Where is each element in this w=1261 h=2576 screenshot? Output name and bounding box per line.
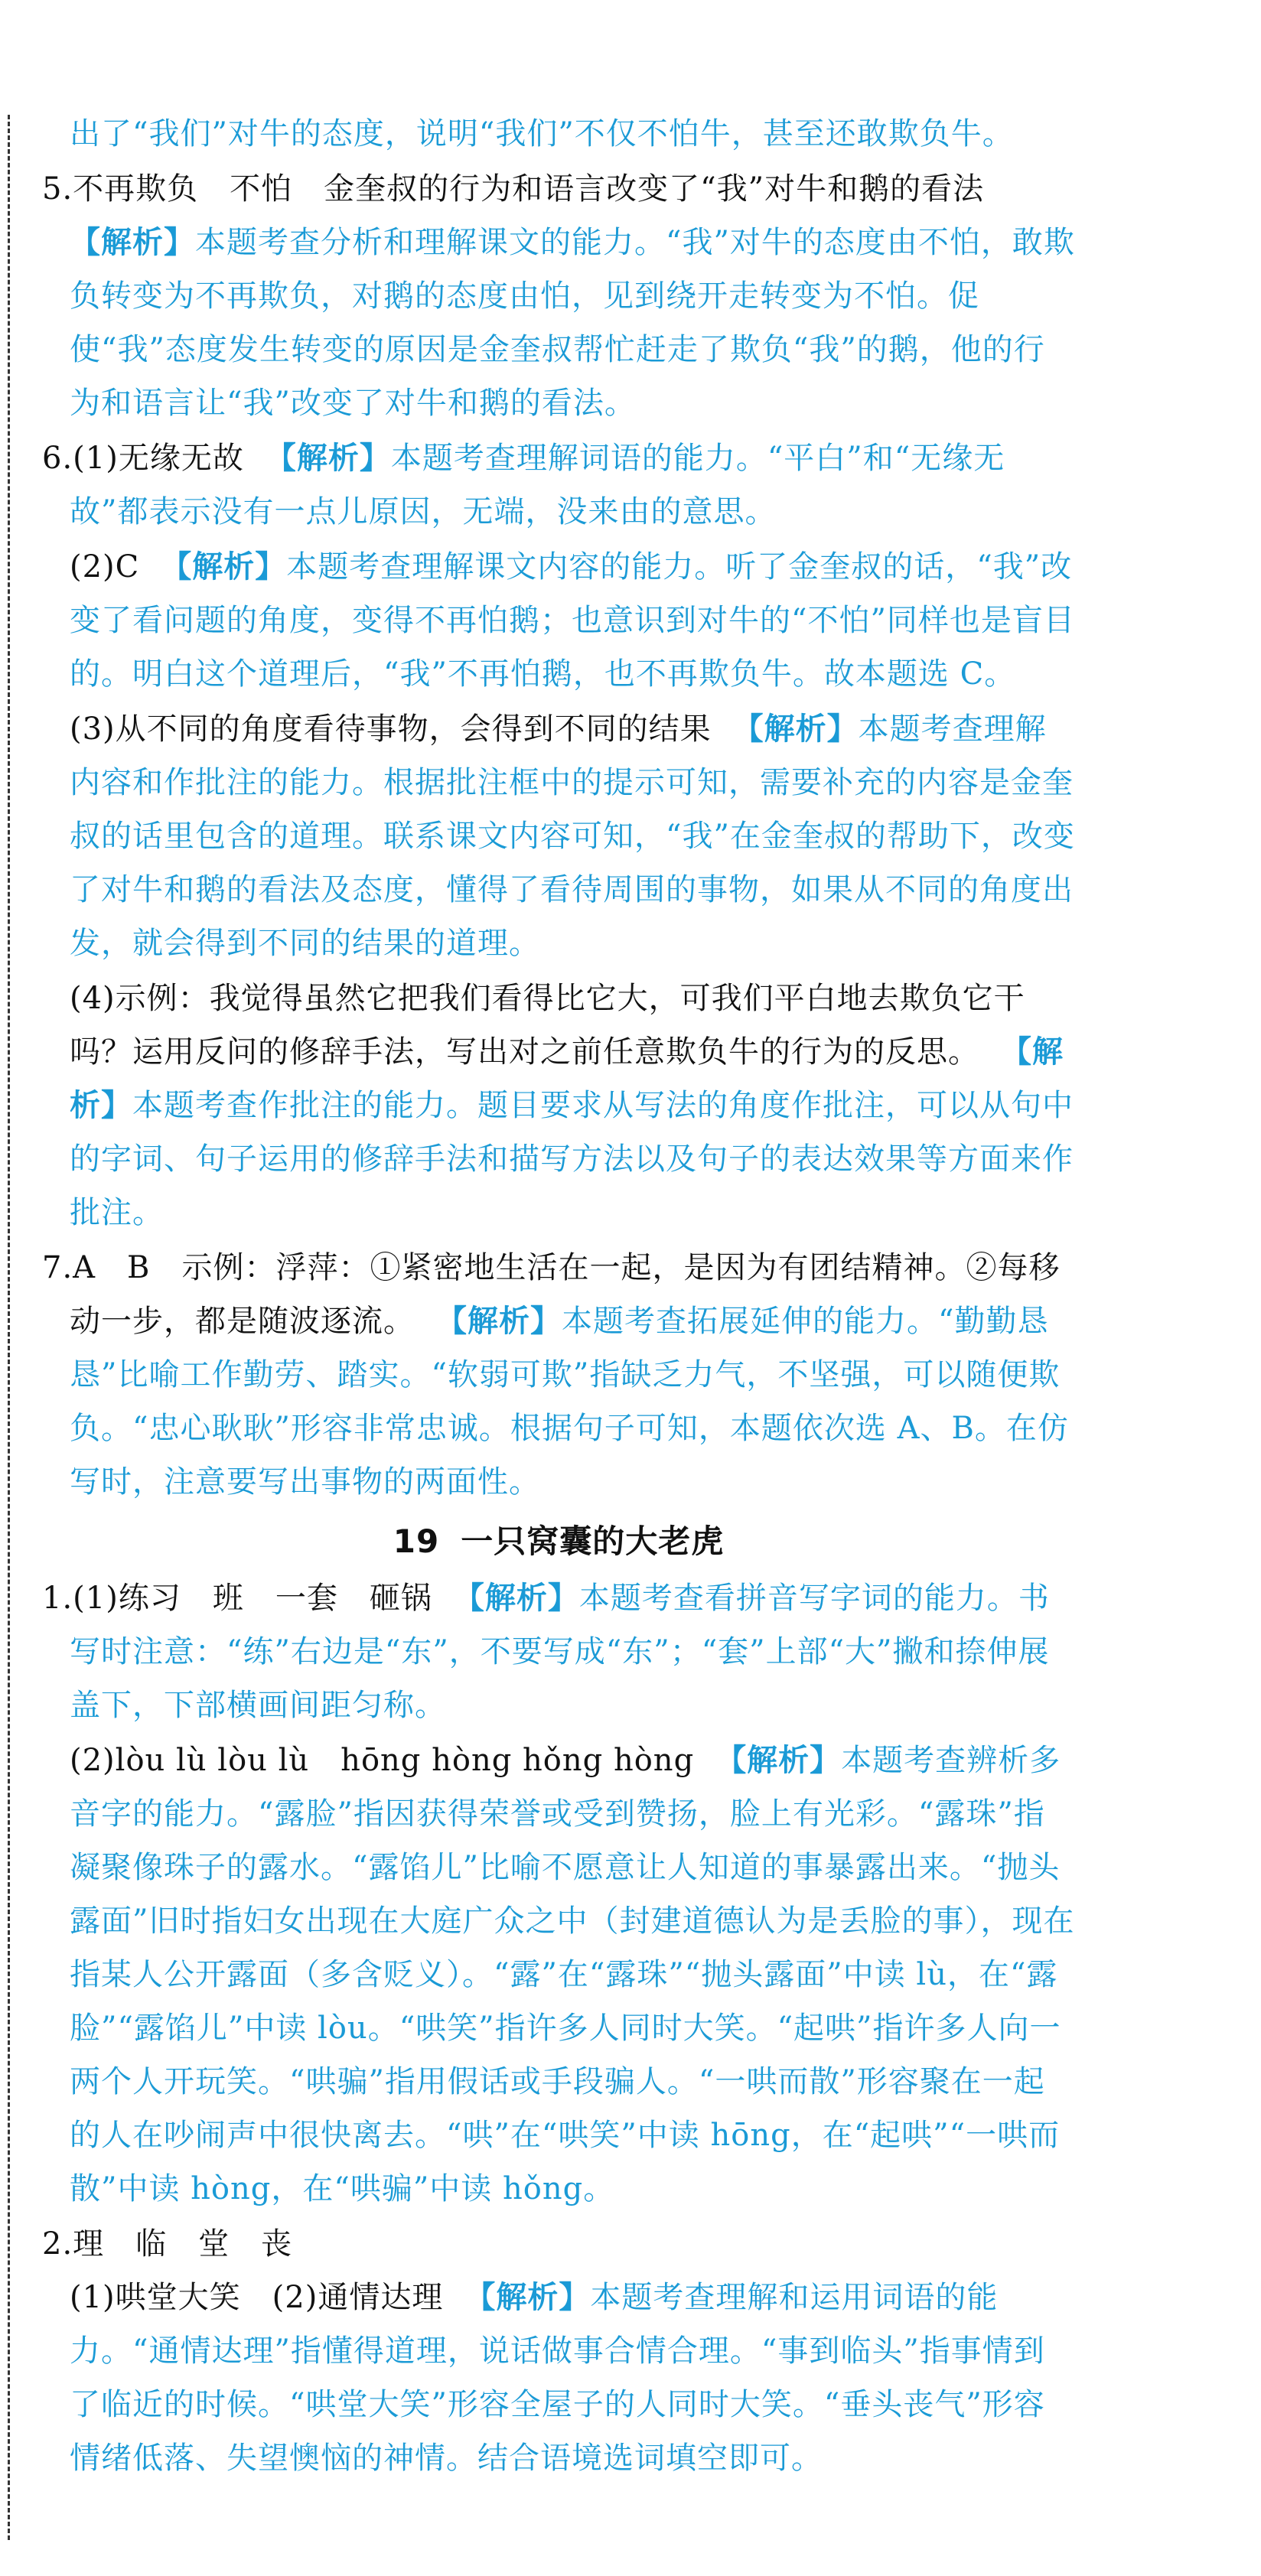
- analysis-text: 本题考查理解和运用词语的能力。“通情达理”指懂得道理，说话做事合情合理。“事到临头”指事情到了临近的时候。“哄堂大笑”形容全屋子的人同时大笑。“垂头丧气”形容情绪低落、失望懊恼的神情。结合语境选词填空即可。: [70, 2280, 1045, 2476]
- analysis-tag: 【解析】: [161, 549, 287, 585]
- answer-text: (3)从不同的角度看待事物，会得到不同的结果: [70, 712, 712, 747]
- answer-page: [42, 107, 1075, 2485]
- answer-text: (2)C: [70, 549, 140, 585]
- section-question-1-part-2: [42, 1734, 1075, 2216]
- question-number: 2.: [42, 2226, 73, 2262]
- question-number: 5.: [42, 171, 73, 207]
- paragraph-continued: 出了“我们”对牛的态度，说明“我们”不仅不怕牛，甚至还敢欺负牛。: [70, 116, 1014, 151]
- analysis-text: 本题考查理解词语的能力。“平白”和“无缘无故”都表示没有一点儿原因，无端，没来由的意思。: [70, 441, 1005, 529]
- question-6-part-4: [42, 972, 1075, 1239]
- answer-text: (2)lòu lù lòu lù hōng hòng hǒng hòng: [70, 1743, 695, 1778]
- analysis-text: 本题考查拓展延伸的能力。“勤勤恳恳”比喻工作勤劳、踏实。“软弱可欺”指缺乏力气，不坚强，可以随便欺负。“忠心耿耿”形容非常忠诚。根据句子可知，本题依次选 A、B。在仿写时，注意要写出事物的两面性。: [70, 1304, 1069, 1500]
- analysis-tag: 【解析】: [436, 1303, 562, 1339]
- answer-text: 理 临 堂 丧: [73, 2226, 293, 2262]
- cut-line: [8, 115, 10, 2540]
- analysis-text: 本题考查理解内容和作批注的能力。根据批注框中的提示可知，需要补充的内容是金奎叔的话里包含的道理。联系课文内容可知，“我”在金奎叔的帮助下，改变了对牛和鹅的看法及态度，懂得了看待周围的事物，如果从不同的角度出发，就会得到不同的结果的道理。: [70, 712, 1075, 961]
- answer-text: (1)练习 班 一套 砸锅: [73, 1581, 432, 1616]
- section-heading: [42, 1515, 1075, 1568]
- question-6-part-3: [42, 702, 1075, 970]
- analysis-tag: 【解析】: [453, 1580, 579, 1616]
- question-6: [42, 432, 1075, 539]
- analysis-tag: 【解析】: [70, 1034, 1064, 1123]
- section-question-1: [42, 1571, 1075, 1732]
- question-6-part-2: [42, 540, 1075, 701]
- analysis-text: 本题考查分析和理解课文的能力。“我”对牛的态度由不怕，敢欺负转变为不再欺负，对鹅的态度由怕，见到绕开走转变为不怕。促使“我”态度发生转变的原因是金奎叔帮忙赶走了欺负“我”的鹅，他的行为和语言让“我”改变了对牛和鹅的看法。: [70, 225, 1075, 421]
- answer-text: (1)无缘无故: [73, 441, 244, 476]
- section-title: 一只窝囊的大老虎: [461, 1522, 725, 1560]
- analysis-tag: 【解析】: [70, 224, 195, 260]
- analysis-tag: 【解析】: [715, 1742, 842, 1778]
- analysis-tag: 【解析】: [732, 711, 859, 747]
- question-7: [42, 1241, 1075, 1509]
- analysis-text: 本题考查作批注的能力。题目要求从写法的角度作批注，可以从句中的字词、句子运用的修辞手法和描写方法以及句子的表达效果等方面来作批注。: [70, 1088, 1074, 1230]
- question-number: 1.: [42, 1581, 73, 1616]
- answer-text: (4)示例：我觉得虽然它把我们看得比它大，可我们平白地去欺负它干吗？运用反问的修辞手法，写出对之前任意欺负牛的行为的反思。: [70, 981, 1025, 1070]
- question-number: 6.: [42, 441, 73, 476]
- answer-text: A B 示例：浮萍：①紧密地生活在一起，是因为有团结精神。②每移动一步，都是随波逐流。: [70, 1250, 1061, 1339]
- section-question-2: [42, 2217, 1075, 2271]
- answer-text: 不再欺负 不怕 金奎叔的行为和语言改变了“我”对牛和鹅的看法: [73, 171, 985, 207]
- analysis-tag: 【解析】: [265, 440, 391, 476]
- section-number: 19: [393, 1522, 440, 1560]
- answer-text: (1)哄堂大笑 (2)通情达理: [70, 2280, 444, 2315]
- section-question-2-part-1: [42, 2271, 1075, 2485]
- analysis-text: 本题考查辨析多音字的能力。“露脸”指因获得荣誉或受到赞扬，脸上有光彩。“露珠”指凝聚像珠子的露水。“露馅儿”比喻不愿意让人知道的事暴露出来。“抛头露面”旧时指妇女出现在大庭广众之中（封建道德认为是丢脸的事），现在指某人公开露面（多含贬义）。“露”在“露珠”“抛头露面”中读 lù，在“露脸”“露馅儿”中读 lòu。“哄笑”指许多人同时大笑。“起哄”指许多人向一两个人开玩笑。“哄骗”指用假话或手段骗人。“一哄而散”形容聚在一起的人在吵闹声中很快离去。“哄”在“哄笑”中读 hōng，在“起哄”“一哄而散”中读 hòng，在“哄骗”中读 hǒng。: [70, 1743, 1075, 2206]
- question-5: [42, 162, 1075, 430]
- question-number: 7.: [42, 1250, 73, 1285]
- analysis-text: 本题考查理解课文内容的能力。听了金奎叔的话，“我”改变了看问题的角度，变得不再怕鹅；也意识到对牛的“不怕”同样也是盲目的。明白这个道理后，“我”不再怕鹅，也不再欺负牛。故本题选 C。: [70, 549, 1075, 692]
- analysis-text: 本题考查看拼音写字词的能力。书写时注意：“练”右边是“东”，不要写成“东”；“套”上部“大”撇和捺伸展盖下，下部横画间距匀称。: [70, 1581, 1050, 1723]
- analysis-tag: 【解析】: [464, 2279, 591, 2315]
